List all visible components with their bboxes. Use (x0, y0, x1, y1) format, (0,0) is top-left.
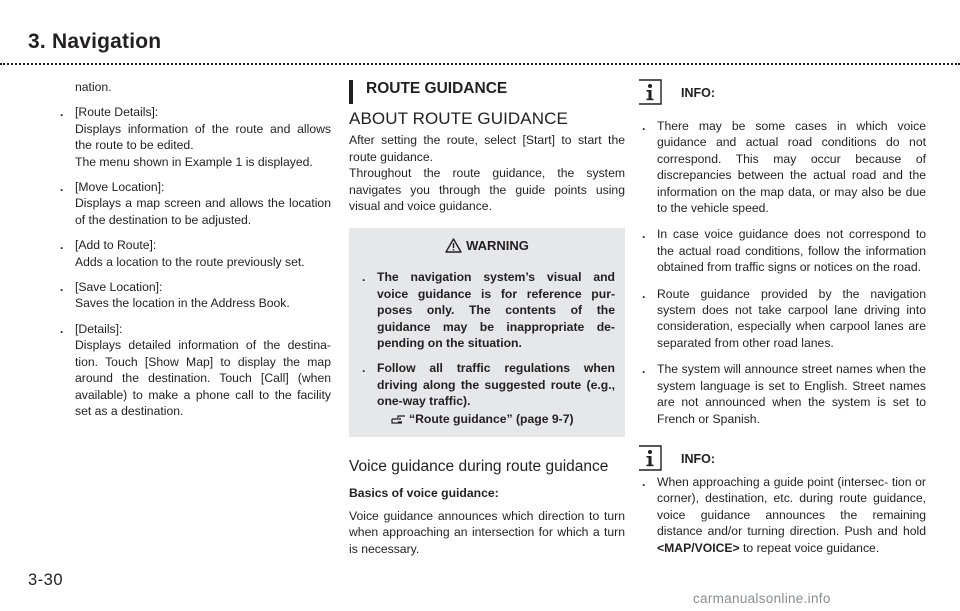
info-header (639, 79, 926, 108)
bullet: . (642, 227, 646, 242)
item-desc: Saves the location in the Address Book. (75, 296, 290, 311)
list-item (57, 279, 331, 312)
warning-title: WARNING (466, 238, 529, 254)
warning-header (359, 238, 615, 260)
item-title: [Details]: (75, 321, 123, 336)
column-middle (349, 79, 625, 557)
bullet: . (60, 105, 64, 120)
reference-link[interactable]: “Route guidance” (page 9-7) (409, 411, 574, 426)
pointing-hand-icon (391, 413, 406, 425)
info-header (639, 445, 926, 474)
item-title: [Route Details]: (75, 105, 159, 120)
bullet: . (60, 238, 64, 253)
column-left (57, 79, 331, 419)
subsection-title: Voice guidance during route guidance (349, 458, 609, 476)
item-desc: Displays information of the route and allows the route to be edited. (75, 121, 331, 153)
info-icon (639, 79, 671, 105)
warning-item (359, 269, 615, 351)
bullet: . (362, 361, 366, 376)
bullet: . (362, 270, 366, 285)
warning-text: The navigation system’s visual and voice guidance is for reference pur- poses only. The contents of the guidance may be inappropriate de- pending on the situation. (377, 270, 615, 351)
item-title: [Add to Route]: (75, 238, 157, 253)
info-text: The system will announce street names when the system language is set to English. Street names are not announced when the system is set to French or Spanish. (657, 362, 926, 426)
watermark: carmanualsonline.info (693, 591, 831, 606)
warning-triangle-icon (445, 238, 462, 253)
info-text: In case voice guidance does not correspond to the actual road conditions, follow the information obtained from traffic signs or notices on the road. (657, 227, 926, 275)
info-text: When approaching a guide point (intersec- tion or corner), destination, etc. during route guidance, voice guidance announces the remaining distance and/or turning direction. Push and hold (657, 474, 926, 539)
bullet: . (60, 180, 64, 195)
list-item (57, 321, 331, 419)
bullet: . (60, 280, 64, 295)
warning-box (349, 228, 625, 437)
warning-text: Follow all traffic regulations when driving along the suggested route (e.g., one-way traffic). (377, 361, 615, 409)
page-header (0, 0, 960, 66)
continuation-text: nation. (75, 80, 112, 94)
item-desc: The menu shown in Example 1 is displayed. (75, 154, 313, 169)
bold-heading: Basics of voice guidance: (349, 485, 499, 500)
header-divider (0, 63, 960, 65)
section-title: ROUTE GUIDANCE (366, 80, 508, 97)
column-right (639, 79, 926, 556)
warning-item (359, 360, 615, 409)
cross-reference[interactable] (359, 411, 615, 427)
list-item (57, 104, 331, 170)
item-desc: Adds a location to the route previously set. (75, 254, 305, 269)
chapter-title: 3. Navigation (28, 30, 162, 53)
info-text: Route guidance provided by the navigation system does not take carpool lane driving into consideration, especially when carpool lanes are separated from other road lanes. (657, 286, 926, 350)
bullet: . (642, 362, 646, 377)
info-text: to repeat voice guidance. (743, 540, 880, 555)
item-title: [Save Location]: (75, 280, 163, 295)
info-text: There may be some cases in which voice guidance and actual road conditions do not correspond. This may occur because of discrepancies between the actual road and the information on the map data, or may also be due to the vehicle speed. (657, 119, 926, 216)
info-icon (639, 445, 671, 471)
section-bar (349, 80, 353, 104)
paragraph: After setting the route, select [Start] to start the route guidance. (349, 133, 625, 164)
subsection-title: ABOUT ROUTE GUIDANCE (349, 109, 568, 128)
info-item (639, 118, 926, 216)
info-item (639, 474, 926, 556)
info-item (639, 361, 926, 427)
bullet: . (60, 321, 64, 336)
item-title: [Move Location]: (75, 180, 165, 195)
info-label: INFO: (681, 451, 716, 466)
item-desc: Displays detailed information of the destina- tion. Touch [Show Map] to display the map around the destination. Touch [Call] (when available) to make a phone call to the facility set as a destination. (75, 338, 331, 418)
list-item (57, 237, 331, 270)
info-item (639, 286, 926, 352)
paragraph: Throughout the route guidance, the system navigates you through the guide points using visual and voice guidance. (349, 166, 625, 214)
info-item (639, 226, 926, 275)
button-key: <MAP/VOICE> (657, 540, 740, 555)
paragraph: Voice guidance announces which direction to turn when approaching an intersection for which a turn is necessary. (349, 508, 625, 556)
section-heading (349, 75, 625, 105)
item-desc: Displays a map screen and allows the location of the destination to be adjusted. (75, 196, 331, 227)
bullet: . (642, 119, 646, 133)
bullet: . (642, 474, 646, 489)
page-number: 3-30 (28, 571, 64, 589)
info-label: INFO: (681, 86, 716, 100)
list-item (57, 179, 331, 228)
bullet: . (642, 286, 646, 301)
